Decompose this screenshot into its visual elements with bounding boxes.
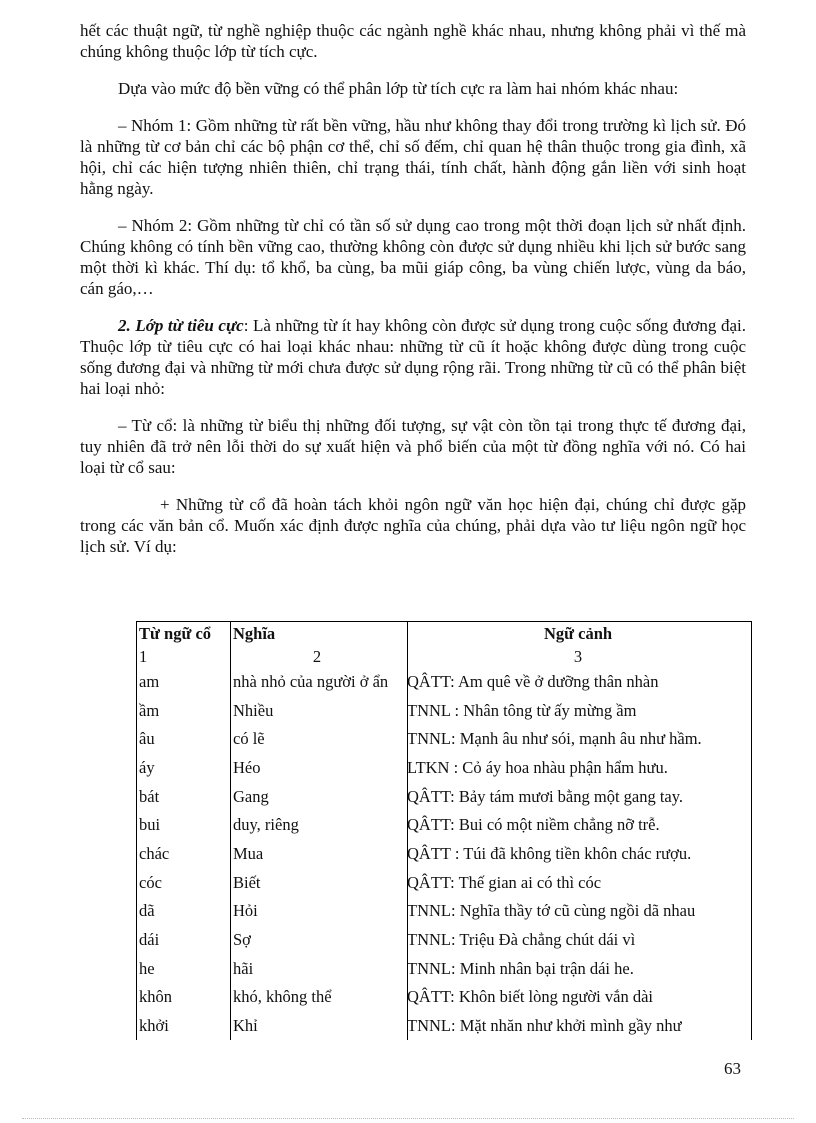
table-row <box>136 868 752 897</box>
meaning-cell: Sợ <box>233 930 251 950</box>
table-row <box>136 782 752 811</box>
table-divider-2 <box>407 621 408 1040</box>
page-number: 63 <box>724 1059 741 1078</box>
archaic-word-cell: dái <box>139 930 160 950</box>
column-number-1: 1 <box>139 646 148 666</box>
context-cell: QÂTT: Bui có một niềm chẳng nỡ trễ. <box>407 815 660 835</box>
footer-divider <box>22 1118 794 1119</box>
paragraph-section-2 <box>80 315 746 399</box>
archaic-word-cell: khôn <box>139 987 172 1007</box>
table-row <box>136 839 752 868</box>
archaic-word-cell: dã <box>139 901 155 921</box>
archaic-word-cell: bui <box>139 815 161 835</box>
table-row <box>136 1011 752 1040</box>
table-header-row <box>136 621 752 645</box>
archaic-word-cell: chác <box>139 843 170 863</box>
archaic-word-cell: khởi <box>139 1016 169 1036</box>
table-right-border <box>751 621 752 1040</box>
archaic-word-cell: áy <box>139 757 155 777</box>
archaic-words-table <box>136 621 752 1040</box>
meaning-cell: khó, không thể <box>233 987 332 1007</box>
context-cell: TNNL: Triệu Đà chẳng chút dái vì <box>407 930 636 950</box>
meaning-cell: Mua <box>233 843 264 863</box>
context-cell: QÂTT: Khôn biết lòng người vắn dài <box>407 987 653 1007</box>
meaning-cell: Biết <box>233 872 261 892</box>
archaic-word-cell: am <box>139 671 160 691</box>
table-row <box>136 954 752 983</box>
context-cell: QÂTT: Am quê về ở dưỡng thân nhàn <box>407 671 659 691</box>
meaning-cell: Khỉ <box>233 1016 258 1036</box>
archaic-word-cell: âu <box>139 729 155 749</box>
table-row <box>136 810 752 839</box>
body-text <box>80 20 746 573</box>
meaning-cell: Nhiều <box>233 700 274 720</box>
archaic-word-cell: he <box>139 958 155 978</box>
context-cell: TNNL: Nghĩa thầy tớ cũ cùng ngồi dã nhau <box>407 901 696 921</box>
context-cell: QÂTT: Thế gian ai có thì cóc <box>407 872 602 892</box>
table-row <box>136 753 752 782</box>
context-cell: TNNL: Mạnh âu như sói, mạnh âu như hầm. <box>407 729 702 749</box>
table-row <box>136 667 752 696</box>
archaic-word-cell: cóc <box>139 872 162 892</box>
table-divider-1 <box>230 621 231 1040</box>
context-cell: QÂTT : Túi đã không tiền khôn chác rượu. <box>407 843 692 863</box>
header-context: Ngữ cảnh <box>543 623 613 643</box>
archaic-word-cell: ầm <box>139 700 160 720</box>
table-row <box>136 983 752 1012</box>
section-2-heading: 2. Lớp từ tiêu cực <box>118 316 244 335</box>
meaning-cell: có lẽ <box>233 729 265 749</box>
paragraph-group-2: – Nhóm 2: Gồm những từ chỉ có tần số sử dụng cao trong một thời đoạn lịch sử nhất định. Chúng không có tính bền vững cao, thường không còn được sử dụng nhiều khi lịch sử bước sang một thời kì khác. Thí dụ: tổ khổ, ba cùng, ba mũi giáp công, ba vùng chiến lược, vùng da báo, cán gáo,… <box>80 216 746 298</box>
meaning-cell: Gang <box>233 786 269 806</box>
table-row <box>136 724 752 753</box>
column-number-3: 3 <box>573 646 583 666</box>
header-archaic-word: Từ ngữ cổ <box>139 623 212 643</box>
meaning-cell: Hỏi <box>233 901 258 921</box>
meaning-cell: hãi <box>233 958 254 978</box>
section-2-body: : Là những từ ít hay không còn được sử dụng trong cuộc sống đương đại. Thuộc lớp từ tiêu cực có hai loại khác nhau: những từ cũ ít hoặc không được dùng trong cuộc sống đương đại và những từ mới chưa được sử dụng rộng rãi. Trong những từ cũ có thể phân biệt hai loại nhỏ: <box>80 316 747 398</box>
table-row <box>136 897 752 926</box>
context-cell: LTKN : Cỏ áy hoa nhàu phận hẩm hưu. <box>407 757 668 777</box>
table-row <box>136 925 752 954</box>
table-row <box>136 696 752 725</box>
meaning-cell: nhà nhỏ của người ở ẩn <box>233 671 389 691</box>
table-left-border <box>136 621 137 1040</box>
paragraph-groups-intro: Dựa vào mức độ bền vững có thể phân lớp từ tích cực ra làm hai nhóm khác nhau: <box>118 79 679 98</box>
paragraph-continuation: hết các thuật ngữ, từ nghề nghiệp thuộc các ngành nghề khác nhau, nhưng không phải vì thế mà chúng không thuộc lớp từ tích cực. <box>80 21 746 61</box>
table-column-number-row <box>136 645 752 667</box>
paragraph-archaic-words: – Từ cổ: là những từ biểu thị những đối tượng, sự vật còn tồn tại trong thực tế đương đại, tuy nhiên đã trở nên lỗi thời do sự xuất hiện và phổ biến của một từ đồng nghĩa với nó. Có hai loại từ cổ sau: <box>80 416 746 477</box>
context-cell: TNNL: Minh nhân bại trận dái he. <box>407 958 634 978</box>
meaning-cell: Héo <box>233 757 261 777</box>
paragraph-group-1: – Nhóm 1: Gồm những từ rất bền vững, hầu như không thay đổi trong trường kì lịch sử. Đó là những từ cơ bản chỉ các bộ phận cơ thể, chỉ số đếm, chỉ quan hệ thân thuộc trong gia đình, xã hội, chỉ các hiện tượng nhiên thiên, chỉ trạng thái, tính chất, hành động gắn liền với sinh hoạt hằng ngày. <box>80 116 746 198</box>
context-cell: TNNL : Nhân tông từ ấy mừng ầm <box>407 700 637 720</box>
table-body <box>136 667 752 1040</box>
meaning-cell: duy, riêng <box>233 815 299 835</box>
context-cell: TNNL: Mặt nhăn như khởi mình gầy như <box>407 1016 682 1036</box>
context-cell: QÂTT: Bảy tám mươi bằng một gang tay. <box>407 786 684 806</box>
header-meaning: Nghĩa <box>233 623 276 643</box>
archaic-word-cell: bát <box>139 786 160 806</box>
paragraph-archaic-type-1: + Những từ cổ đã hoàn tách khỏi ngôn ngữ văn học hiện đại, chúng chỉ được gặp trong các văn bản cổ. Muốn xác định được nghĩa của chúng, phải dựa vào tư liệu ngôn ngữ học lịch sử. Ví dụ: <box>80 495 746 556</box>
table-top-border <box>136 621 752 622</box>
column-number-2: 2 <box>312 646 322 666</box>
